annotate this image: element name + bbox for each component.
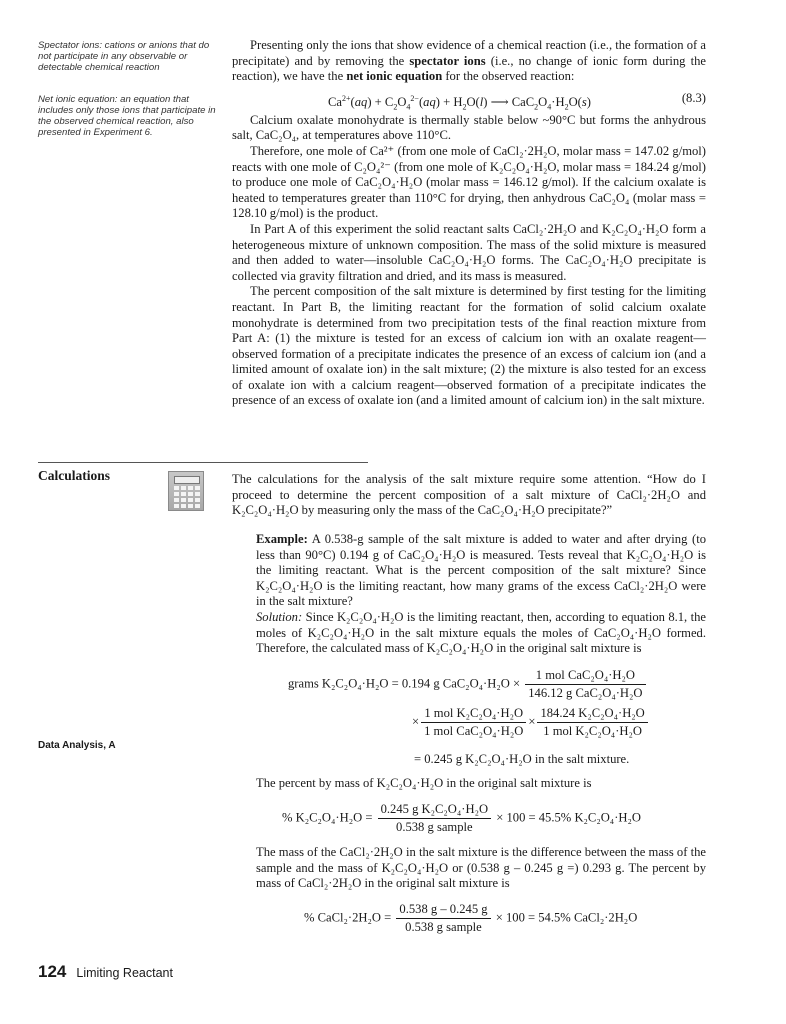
solution-paragraph: Solution: Since K₂C₂O₄·H₂O is the limiting reactant, then, according to equation 8.1, the moles of K₂C₂O₄·H₂O in the salt mixture equals the moles of CaC₂O₄·H₂O formed. Therefore, the calculated mass of K₂C₂O₄·H₂O in the original salt mixture is bbox=[256, 609, 706, 656]
intro-paragraph-2: Calcium oxalate monohydrate is thermally stable below ~90°C but forms the anhydrous salt, CaC₂O₄, at temperatures above 110°C. bbox=[232, 112, 706, 143]
intro-paragraph-1: Presenting only the ions that show evidence of a chemical reaction (i.e., the formation of a precipitate) and by removing the spectator ions (i.e., no change of ionic form during the reaction), we have the net ionic equation for the observed reaction: bbox=[232, 38, 706, 84]
equation-8-3 bbox=[232, 89, 706, 113]
equation-number: (8.3) bbox=[681, 90, 706, 105]
equation-mass-k2c2o4: grams K₂C₂O₄·H₂O = 0.194 g CaC₂O₄·H₂O × $\frac{\text{1 mol CaC₂O₄·H₂O}}{\text{146.12 g CaC₂O₄·H₂O}}$ bbox=[288, 668, 648, 701]
equation-mass-result: = 0.245 g K₂C₂O₄·H₂O in the salt mixture. bbox=[414, 752, 630, 766]
example-paragraph: Example: A 0.538-g sample of the salt mixture is added to water and after drying (to less than 90°C) 0.194 g of CaC₂O₄·H₂O is measured. Tests reveal that K₂C₂O₄·H₂O is the limiting reactant. What is the percent composition of the salt mixture? Since K₂C₂O₄·H₂O is the limiting reactant, how many grams of the excess CaCl₂·2H₂O were in the salt mixture? bbox=[256, 532, 706, 609]
term-net-ionic-equation: net ionic equation bbox=[346, 69, 443, 84]
mass-cacl2-text: The mass of the CaCl₂·2H₂O in the salt mixture is the difference between the mass of the sample and the mass of K₂C₂O₄·H₂O or (0.538 g – 0.245 g =) 0.293 g. The percent by mass of CaCl₂·2H₂O in the original salt mixture is bbox=[256, 845, 706, 891]
page-footer bbox=[38, 962, 173, 982]
intro-paragraph-5: The percent composition of the salt mixture is determined by first testing for the limiting reactant. In Part B, the limiting reactant for the formation of solid calcium oxalate monohydrate is determined from two precipitation tests of the final reaction mixture from Part A: (1) the mixture is tested for an excess of calcium ion with an oxalate reagent—observed formation of a precipitate indicates the presence of an excess of calcium ion (and a limited amount of oxalate ion) in the salt mixture; (2) the mixture is also tested for an excess of oxalate ion with a calcium reagent—observed formation of a precipitate indicates the presence of an excess of oxalate ion (and a limited amount of calcium ion) in the salt mixture. bbox=[232, 284, 706, 408]
intro-text bbox=[232, 38, 706, 409]
calculations-intro: The calculations for the analysis of the salt mixture require some attention. “How do I proceed to determine the percent composition of a salt mixture of CaCl₂·2H₂O and K₂C₂O₄·H₂O by measuring only the mass of the CaC₂O₄·H₂O precipitate?” bbox=[232, 472, 706, 518]
chapter-title: Limiting Reactant bbox=[76, 966, 173, 980]
calculations-heading: Calculations bbox=[38, 468, 111, 483]
net-ionic-equation: $Ca^{2+}(aq) + C_2O_4^{2-}(aq) + H_2O(l)$ ⟶ $CaC_2O_4\cdot H_2O(s)$ bbox=[328, 93, 591, 112]
calculator-icon bbox=[168, 471, 204, 511]
percent-intro: The percent by mass of K₂C₂O₄·H₂O in the original salt mixture is bbox=[256, 776, 592, 790]
margin-note-net-ionic-equation: Net ionic equation: an equation that includes only those ions that participate in the observed chemical reaction, also presented in Experiment 6. bbox=[38, 94, 216, 138]
equation-percent-k2c2o4: % K₂C₂O₄·H₂O = $\frac{\text{0.245 g K₂C₂O₄·H₂O}}{\text{0.538 g sample}}$ × 100 = 45.5% K₂C₂O₄·H₂O bbox=[282, 802, 641, 834]
intro-paragraph-4: In Part A of this experiment the solid reactant salts CaCl₂·2H₂O and K₂C₂O₄·H₂O form a heterogeneous mixture of unknown composition. The mass of the solid mixture is measured and then added to water—insoluble CaC₂O₄·H₂O forms. The CaC₂O₄·H₂O precipitate is collected via gravity filtration and dried, and its mass is measured. bbox=[232, 221, 706, 283]
intro-paragraph-3: Therefore, one mole of Ca²⁺ (from one mole of CaCl₂·2H₂O, molar mass = 147.02 g/mol) reacts with one mole of C₂O₄²⁻ (from one mole of K₂C₂O₄·H₂O, molar mass = 184.24 g/mol) to produce one mole of CaC₂O₄·H₂O (molar mass = 146.12 g/mol). If the calcium oxalate is heated to temperatures greater than 110°C for drying, then anhydrous CaC₂O₄ (molar mass = 128.10 g/mol) is the product. bbox=[232, 143, 706, 221]
page-number: 124 bbox=[38, 962, 67, 981]
data-analysis-label: Data Analysis, A bbox=[38, 740, 116, 751]
equation-percent-cacl2: % CaCl₂·2H₂O = $\frac{0.538 g - 0.245 g}{\text{0.538 g sample}}$ × 100 = 54.5% CaCl₂·2H₂O bbox=[304, 902, 638, 934]
equation-mass-k2c2o4-cont: × $\frac{\text{1 mol K₂C₂O₄·H₂O}}{\text{1 mol CaC₂O₄·H₂O}}$ × $\frac{\text{184.24 K₂C₂O₄·H₂O}}{\text{1 mol K₂C₂O₄·H₂O}}$ bbox=[412, 706, 650, 739]
term-spectator-ions: spectator ions bbox=[409, 53, 486, 68]
section-divider bbox=[38, 462, 368, 463]
example-block bbox=[256, 532, 706, 657]
margin-note-spectator-ions: Spectator ions: cations or anions that do not participate in any observable or detectable chemical reaction bbox=[38, 40, 210, 73]
